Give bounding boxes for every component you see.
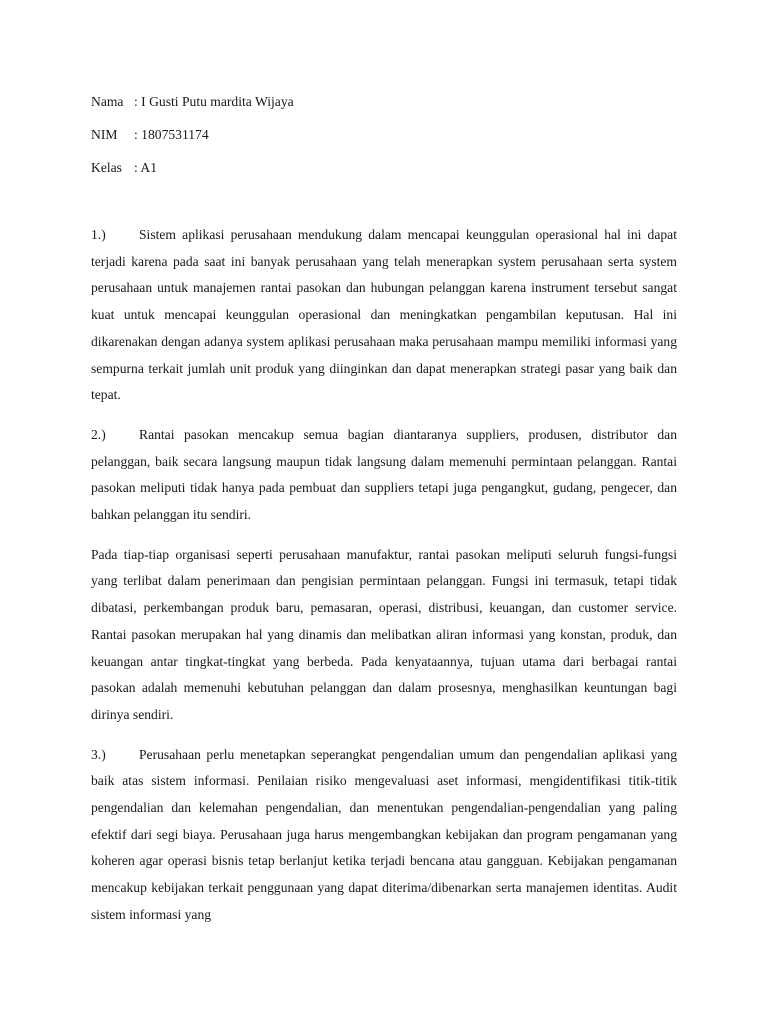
answer-number-2: 2.) xyxy=(91,426,106,442)
answers-body xyxy=(91,222,677,929)
nama-row xyxy=(91,92,294,125)
answer-paragraph-2 xyxy=(91,422,677,529)
answer-paragraph-3 xyxy=(91,742,677,929)
nama-label: Nama xyxy=(91,94,124,109)
answer-text-2: Rantai pasokan mencakup semua bagian diantaranya suppliers, produsen, distributor dan pelanggan, baik secara langsung maupun tidak langsung dalam memenuhi permintaan pelanggan. Rantai pasokan meliputi tidak hanya pada pembuat dan suppliers tetapi juga pengangkut, gudang, pengecer, dan bahkan pelanggan itu sendiri. xyxy=(91,426,677,523)
student-info xyxy=(91,92,294,191)
nama-value: : I Gusti Putu mardita Wijaya xyxy=(134,94,294,109)
answer-number-3: 3.) xyxy=(91,746,106,762)
nim-value: : 1807531174 xyxy=(134,127,209,142)
kelas-value: : A1 xyxy=(134,160,158,175)
answer-text-3: Perusahaan perlu menetapkan seperangkat pengendalian umum dan pengendalian aplikasi yang baik atas sistem informasi. Penilaian risiko mengevaluasi aset informasi, mengidentifikasi titik-titik pengendalian dan kelemahan pengendalian, dan menentukan pengendalian-pengendalian yang paling efektif dari segi biaya. Perusahaan juga harus mengembangkan kebijakan dan program pengamanan yang koheren agar operasi bisnis tetap berlanjut ketika terjadi bencana atau gangguan. Kebijakan pengamanan mencakup kebijakan terkait penggunaan yang dapat diterima/dibenarkan serta manajemen identitas. Audit sistem informasi yang xyxy=(91,746,677,922)
kelas-label: Kelas xyxy=(91,160,122,175)
answer-text-1: Sistem aplikasi perusahaan mendukung dalam mencapai keunggulan operasional hal ini dapat terjadi karena pada saat ini banyak perusahaan yang telah menerapkan system perusahaan serta system perusahaan untuk manajemen rantai pasokan dan hubungan pelanggan karena instrument tersebut sangat kuat untuk mencapai keunggulan operasional dan meningkatkan pengambilan keputusan. Hal ini dikarenakan dengan adanya system aplikasi perusahaan maka perusahaan mampu memiliki informasi yang sempurna terkait jumlah unit produk yang diinginkan dan dapat menerapkan strategi pasar yang baik dan tepat. xyxy=(91,227,677,403)
nim-label: NIM xyxy=(91,127,118,142)
nim-row xyxy=(91,125,294,158)
kelas-row xyxy=(91,158,294,191)
answer-text-2-continued: Pada tiap-tiap organisasi seperti perusahaan manufaktur, rantai pasokan meliputi seluruh fungsi-fungsi yang terlibat dalam penerimaan dan pengisian permintaan pelanggan. Fungsi ini termasuk, tetapi tidak dibatasi, perkembangan produk baru, pemasaran, operasi, distribusi, keuangan, dan customer service. Rantai pasokan merupakan hal yang dinamis dan melibatkan aliran informasi yang konstan, produk, dan keuangan antar tingkat-tingkat yang berbeda. Pada kenyataannya, tujuan utama dari berbagai rantai pasokan adalah memenuhi kebutuhan pelanggan dan dalam prosesnya, menghasilkan keuntungan bagi dirinya sendiri. xyxy=(91,546,677,722)
answer-paragraph-2-continued xyxy=(91,542,677,729)
answer-number-1: 1.) xyxy=(91,227,106,242)
answer-paragraph-1 xyxy=(91,222,677,409)
